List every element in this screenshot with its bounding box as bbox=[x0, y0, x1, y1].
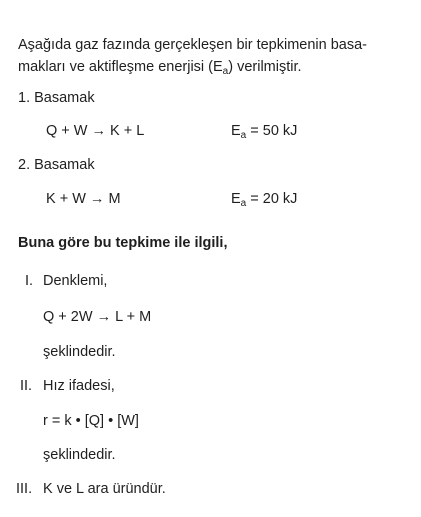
intro-ea-subscript: a bbox=[222, 66, 229, 77]
statement-ii-equation: r = k • [Q] • [W] bbox=[43, 413, 139, 429]
question-text: Buna göre bu tepkime ile ilgili, bbox=[18, 235, 228, 251]
statement-i-text: Denklemi, bbox=[43, 273, 108, 289]
statement-ii-tail: şeklindedir. bbox=[43, 447, 116, 463]
intro-line-2-end: ) verilmiştir. bbox=[228, 59, 302, 75]
step-1-activation-energy bbox=[231, 123, 297, 139]
step-1-equation: Q + W → K + L bbox=[46, 123, 145, 139]
step-2-label: 2. Basamak bbox=[18, 157, 95, 173]
intro-line-2-start: makları ve aktifleşme enerjisi (E bbox=[18, 59, 223, 75]
step-2-ea-subscript: a bbox=[240, 198, 247, 209]
step-1-ea-value: = 50 kJ bbox=[250, 123, 298, 139]
step-2-equation: K + W → M bbox=[46, 191, 121, 207]
step-1-ea-symbol: E bbox=[231, 123, 241, 139]
statement-i-tail: şeklindedir. bbox=[43, 344, 116, 360]
statement-i-numeral: I. bbox=[25, 273, 34, 289]
step-2-ea-value: = 20 kJ bbox=[250, 191, 298, 207]
statement-ii-text: Hız ifadesi, bbox=[43, 378, 115, 394]
statement-iii-numeral: III. bbox=[16, 481, 33, 497]
step-1-ea-subscript: a bbox=[240, 130, 247, 141]
step-2-ea-symbol: E bbox=[231, 191, 241, 207]
statement-iii-text: K ve L ara üründür. bbox=[43, 481, 166, 497]
intro-line-1: Aşağıda gaz fazında gerçekleşen bir tepkimenin basa- bbox=[18, 37, 368, 53]
intro-line-2 bbox=[18, 56, 410, 78]
statement-ii-numeral: II. bbox=[20, 378, 33, 394]
intro-paragraph bbox=[18, 34, 410, 78]
step-1-label: 1. Basamak bbox=[18, 90, 95, 106]
statement-i-equation: Q + 2W → L + M bbox=[43, 309, 152, 325]
step-2-activation-energy bbox=[231, 191, 297, 207]
